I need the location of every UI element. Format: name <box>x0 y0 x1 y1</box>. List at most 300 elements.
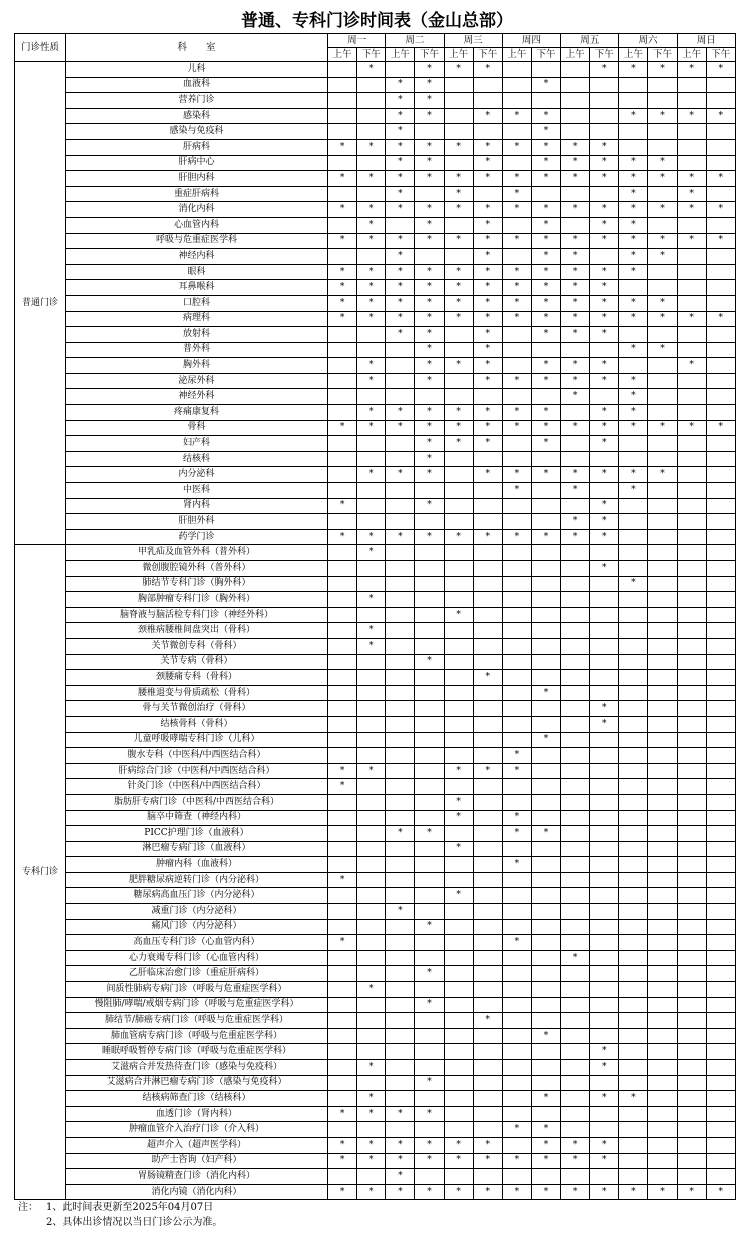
table-row <box>15 919 736 935</box>
slot-cell <box>677 841 706 857</box>
slot-cell: * <box>677 202 706 218</box>
slot-cell <box>531 342 560 358</box>
slot-cell <box>357 498 386 514</box>
slot-cell <box>677 1153 706 1169</box>
slot-cell: * <box>444 1137 473 1153</box>
slot-cell <box>328 93 357 109</box>
slot-cell: * <box>328 420 357 436</box>
slot-cell <box>502 997 531 1013</box>
slot-cell <box>561 124 590 140</box>
slot-cell <box>677 1028 706 1044</box>
department-cell: 内分泌科 <box>66 467 328 483</box>
slot-cell <box>444 670 473 686</box>
slot-cell <box>444 498 473 514</box>
slot-cell <box>590 732 619 748</box>
department-cell: 超声介入（超声医学科） <box>66 1137 328 1153</box>
slot-cell: * <box>590 1091 619 1107</box>
slot-cell <box>590 1075 619 1091</box>
department-cell: 淋巴瘤专病门诊（血液科） <box>66 841 328 857</box>
slot-cell: * <box>561 483 590 499</box>
slot-cell: * <box>473 342 502 358</box>
slot-cell <box>677 592 706 608</box>
slot-cell <box>415 1122 444 1138</box>
slot-cell: * <box>531 311 560 327</box>
slot-cell <box>415 545 444 561</box>
slot-cell <box>473 935 502 951</box>
slot-cell <box>386 498 415 514</box>
slot-cell: * <box>706 420 735 436</box>
slot-cell: * <box>502 1153 531 1169</box>
slot-cell: * <box>328 1153 357 1169</box>
slot-cell <box>415 592 444 608</box>
slot-cell: * <box>386 405 415 421</box>
slot-cell <box>648 405 677 421</box>
slot-cell: * <box>648 108 677 124</box>
slot-cell: * <box>561 233 590 249</box>
slot-cell: * <box>357 1184 386 1200</box>
slot-cell <box>648 217 677 233</box>
slot-cell: * <box>502 139 531 155</box>
table-row <box>15 1122 736 1138</box>
slot-cell: * <box>473 171 502 187</box>
slot-cell: * <box>415 451 444 467</box>
slot-cell <box>590 997 619 1013</box>
department-cell: 肝病中心 <box>66 155 328 171</box>
slot-cell <box>706 405 735 421</box>
slot-cell: * <box>415 1075 444 1091</box>
table-row <box>15 373 736 389</box>
slot-cell <box>473 904 502 920</box>
slot-cell <box>386 935 415 951</box>
slot-cell: * <box>531 685 560 701</box>
slot-cell: * <box>415 997 444 1013</box>
slot-cell <box>444 514 473 530</box>
slot-cell <box>561 810 590 826</box>
slot-cell <box>386 748 415 764</box>
department-cell: 微创腹腔镜外科（普外科） <box>66 561 328 577</box>
slot-cell <box>386 1091 415 1107</box>
slot-cell: * <box>386 467 415 483</box>
table-row <box>15 249 736 265</box>
slot-cell <box>386 841 415 857</box>
slot-cell: * <box>590 1137 619 1153</box>
slot-cell <box>328 904 357 920</box>
slot-cell <box>590 592 619 608</box>
slot-cell: * <box>415 155 444 171</box>
slot-cell <box>328 77 357 93</box>
slot-cell: * <box>531 420 560 436</box>
slot-cell <box>328 108 357 124</box>
slot-cell: * <box>328 139 357 155</box>
pm-header: 下午 <box>590 48 619 62</box>
slot-cell <box>415 701 444 717</box>
slot-cell <box>531 997 560 1013</box>
slot-cell <box>706 1169 735 1185</box>
table-row <box>15 1060 736 1076</box>
department-cell: 耳鼻喉科 <box>66 280 328 296</box>
slot-cell <box>561 108 590 124</box>
slot-cell: * <box>415 311 444 327</box>
department-cell: 慢阻肺/哮喘/戒烟专病门诊（呼吸与危重症医学科） <box>66 997 328 1013</box>
slot-cell: * <box>561 950 590 966</box>
slot-cell: * <box>590 405 619 421</box>
table-row <box>15 295 736 311</box>
table-row <box>15 436 736 452</box>
table-row <box>15 1153 736 1169</box>
am-header: 上午 <box>619 48 648 62</box>
slot-cell: * <box>357 171 386 187</box>
slot-cell: * <box>502 826 531 842</box>
slot-cell <box>357 794 386 810</box>
slot-cell: * <box>386 327 415 343</box>
slot-cell <box>531 498 560 514</box>
note-line-1: 1、此时间表更新至2025年04月07日 <box>46 1202 214 1213</box>
slot-cell: * <box>531 155 560 171</box>
slot-cell: * <box>502 1122 531 1138</box>
slot-cell: * <box>473 1013 502 1029</box>
slot-cell: * <box>473 295 502 311</box>
slot-cell: * <box>415 139 444 155</box>
slot-cell <box>328 654 357 670</box>
slot-cell: * <box>444 171 473 187</box>
am-header: 上午 <box>561 48 590 62</box>
slot-cell <box>444 1013 473 1029</box>
slot-cell <box>444 982 473 998</box>
slot-cell <box>590 685 619 701</box>
department-cell: 脑脊液与脑活检专科门诊（神经外科） <box>66 607 328 623</box>
slot-cell <box>531 592 560 608</box>
slot-cell <box>619 794 648 810</box>
table-row <box>15 327 736 343</box>
slot-cell <box>590 888 619 904</box>
slot-cell: * <box>531 217 560 233</box>
slot-cell: * <box>531 373 560 389</box>
slot-cell <box>590 779 619 795</box>
slot-cell <box>386 810 415 826</box>
pm-header: 下午 <box>473 48 502 62</box>
slot-cell <box>415 561 444 577</box>
slot-cell: * <box>561 264 590 280</box>
slot-cell <box>590 1028 619 1044</box>
slot-cell <box>328 794 357 810</box>
slot-cell <box>357 857 386 873</box>
department-cell: 血透门诊（肾内科） <box>66 1106 328 1122</box>
slot-cell: * <box>386 826 415 842</box>
slot-cell <box>706 1106 735 1122</box>
slot-cell: * <box>415 264 444 280</box>
table-row <box>15 638 736 654</box>
slot-cell <box>648 389 677 405</box>
slot-cell <box>561 685 590 701</box>
slot-cell: * <box>328 311 357 327</box>
slot-cell <box>561 966 590 982</box>
slot-cell <box>648 529 677 545</box>
slot-cell <box>328 919 357 935</box>
slot-cell <box>502 888 531 904</box>
slot-cell <box>328 249 357 265</box>
slot-cell <box>706 623 735 639</box>
slot-cell <box>357 124 386 140</box>
table-row <box>15 763 736 779</box>
slot-cell <box>677 607 706 623</box>
slot-cell <box>706 997 735 1013</box>
slot-cell <box>473 966 502 982</box>
slot-cell: * <box>561 139 590 155</box>
slot-cell: * <box>386 295 415 311</box>
slot-cell <box>706 1091 735 1107</box>
slot-cell <box>473 982 502 998</box>
slot-cell <box>415 249 444 265</box>
slot-cell <box>386 373 415 389</box>
slot-cell <box>502 1013 531 1029</box>
slot-cell <box>706 1013 735 1029</box>
slot-cell <box>677 685 706 701</box>
slot-cell: * <box>473 1137 502 1153</box>
slot-cell <box>386 483 415 499</box>
slot-cell <box>590 810 619 826</box>
slot-cell <box>357 1075 386 1091</box>
slot-cell: * <box>473 139 502 155</box>
slot-cell <box>706 514 735 530</box>
schedule-table <box>14 33 736 1200</box>
slot-cell: * <box>648 420 677 436</box>
slot-cell: * <box>677 1184 706 1200</box>
slot-cell <box>502 794 531 810</box>
slot-cell <box>619 950 648 966</box>
slot-cell <box>444 716 473 732</box>
slot-cell: * <box>648 311 677 327</box>
slot-cell <box>502 670 531 686</box>
slot-cell <box>328 576 357 592</box>
slot-cell: * <box>590 561 619 577</box>
slot-cell: * <box>386 124 415 140</box>
table-row <box>15 483 736 499</box>
slot-cell: * <box>590 358 619 374</box>
slot-cell: * <box>590 264 619 280</box>
slot-cell <box>328 732 357 748</box>
am-header: 上午 <box>328 48 357 62</box>
slot-cell <box>328 966 357 982</box>
slot-cell <box>706 685 735 701</box>
slot-cell: * <box>415 405 444 421</box>
slot-cell: * <box>619 342 648 358</box>
slot-cell: * <box>561 358 590 374</box>
slot-cell <box>706 919 735 935</box>
slot-cell <box>502 701 531 717</box>
slot-cell <box>561 638 590 654</box>
slot-cell <box>473 1091 502 1107</box>
slot-cell <box>444 1091 473 1107</box>
slot-cell <box>706 545 735 561</box>
slot-cell <box>357 1013 386 1029</box>
slot-cell: * <box>328 233 357 249</box>
slot-cell: * <box>590 514 619 530</box>
slot-cell <box>531 888 560 904</box>
slot-cell: * <box>648 233 677 249</box>
slot-cell: * <box>328 202 357 218</box>
slot-cell <box>386 623 415 639</box>
slot-cell <box>386 451 415 467</box>
slot-cell <box>677 451 706 467</box>
slot-cell <box>648 1122 677 1138</box>
slot-cell <box>648 1044 677 1060</box>
slot-cell: * <box>386 108 415 124</box>
slot-cell <box>561 77 590 93</box>
department-cell: 疼痛康复科 <box>66 405 328 421</box>
slot-cell: * <box>357 638 386 654</box>
slot-cell <box>648 685 677 701</box>
slot-cell <box>386 982 415 998</box>
slot-cell <box>357 93 386 109</box>
slot-cell <box>473 779 502 795</box>
slot-cell <box>386 997 415 1013</box>
slot-cell <box>677 794 706 810</box>
slot-cell <box>357 327 386 343</box>
slot-cell <box>531 935 560 951</box>
slot-cell <box>473 748 502 764</box>
slot-cell <box>444 467 473 483</box>
slot-cell: * <box>706 62 735 78</box>
table-row <box>15 93 736 109</box>
slot-cell <box>561 545 590 561</box>
table-row <box>15 108 736 124</box>
slot-cell <box>648 373 677 389</box>
slot-cell: * <box>473 311 502 327</box>
slot-cell <box>648 498 677 514</box>
slot-cell <box>473 701 502 717</box>
slot-cell <box>619 779 648 795</box>
slot-cell <box>386 1028 415 1044</box>
slot-cell <box>619 872 648 888</box>
slot-cell <box>473 77 502 93</box>
slot-cell <box>415 186 444 202</box>
slot-cell <box>648 607 677 623</box>
slot-cell: * <box>473 763 502 779</box>
slot-cell <box>502 623 531 639</box>
slot-cell <box>328 405 357 421</box>
slot-cell <box>386 389 415 405</box>
slot-cell <box>561 62 590 78</box>
slot-cell <box>531 1044 560 1060</box>
slot-cell <box>677 155 706 171</box>
table-row <box>15 124 736 140</box>
slot-cell: * <box>444 841 473 857</box>
slot-cell <box>648 561 677 577</box>
slot-cell <box>531 748 560 764</box>
slot-cell <box>619 529 648 545</box>
slot-cell: * <box>357 1137 386 1153</box>
slot-cell <box>590 342 619 358</box>
slot-cell <box>648 966 677 982</box>
slot-cell: * <box>590 1044 619 1060</box>
slot-cell: * <box>502 810 531 826</box>
am-header: 上午 <box>677 48 706 62</box>
slot-cell <box>473 389 502 405</box>
slot-cell: * <box>531 1122 560 1138</box>
slot-cell <box>677 716 706 732</box>
slot-cell <box>386 872 415 888</box>
day-header: 周一 <box>328 34 386 48</box>
slot-cell <box>357 685 386 701</box>
slot-cell: * <box>386 311 415 327</box>
am-header: 上午 <box>386 48 415 62</box>
slot-cell <box>706 358 735 374</box>
slot-cell <box>415 841 444 857</box>
slot-cell <box>328 1169 357 1185</box>
slot-cell <box>648 1106 677 1122</box>
slot-cell: * <box>502 295 531 311</box>
slot-cell <box>706 139 735 155</box>
slot-cell: * <box>502 202 531 218</box>
department-cell: 腹水专科（中医科/中西医结合科） <box>66 748 328 764</box>
department-cell: 脂肪肝专病门诊（中医科/中西医结合科） <box>66 794 328 810</box>
slot-cell: * <box>444 420 473 436</box>
slot-cell <box>531 950 560 966</box>
slot-cell <box>415 685 444 701</box>
slot-cell <box>444 592 473 608</box>
slot-cell <box>386 1044 415 1060</box>
slot-cell: * <box>357 1153 386 1169</box>
slot-cell <box>386 592 415 608</box>
slot-cell: * <box>502 264 531 280</box>
slot-cell: * <box>531 249 560 265</box>
slot-cell: * <box>648 249 677 265</box>
slot-cell <box>415 124 444 140</box>
slot-cell: * <box>473 155 502 171</box>
slot-cell <box>648 93 677 109</box>
slot-cell: * <box>619 467 648 483</box>
slot-cell <box>706 249 735 265</box>
table-row <box>15 1028 736 1044</box>
slot-cell <box>415 872 444 888</box>
table-row <box>15 732 736 748</box>
slot-cell <box>473 186 502 202</box>
slot-cell <box>561 935 590 951</box>
slot-cell: * <box>328 872 357 888</box>
table-row <box>15 561 736 577</box>
slot-cell <box>648 950 677 966</box>
slot-cell <box>677 498 706 514</box>
slot-cell <box>706 935 735 951</box>
slot-cell <box>590 654 619 670</box>
slot-cell <box>531 638 560 654</box>
slot-cell <box>357 748 386 764</box>
slot-cell <box>444 826 473 842</box>
slot-cell: * <box>561 389 590 405</box>
department-cell: 放射科 <box>66 327 328 343</box>
slot-cell <box>415 607 444 623</box>
slot-cell <box>706 1075 735 1091</box>
slot-cell <box>561 405 590 421</box>
slot-cell <box>415 950 444 966</box>
slot-cell <box>357 654 386 670</box>
slot-cell: * <box>706 108 735 124</box>
slot-cell: * <box>531 171 560 187</box>
slot-cell <box>619 1028 648 1044</box>
slot-cell <box>677 701 706 717</box>
slot-cell <box>328 186 357 202</box>
slot-cell <box>648 280 677 296</box>
slot-cell <box>415 623 444 639</box>
slot-cell: * <box>415 1137 444 1153</box>
slot-cell: * <box>473 436 502 452</box>
department-cell: 肝病科 <box>66 139 328 155</box>
slot-cell <box>619 748 648 764</box>
slot-cell <box>415 982 444 998</box>
slot-cell: * <box>444 1184 473 1200</box>
slot-cell: * <box>561 1137 590 1153</box>
slot-cell: * <box>357 545 386 561</box>
